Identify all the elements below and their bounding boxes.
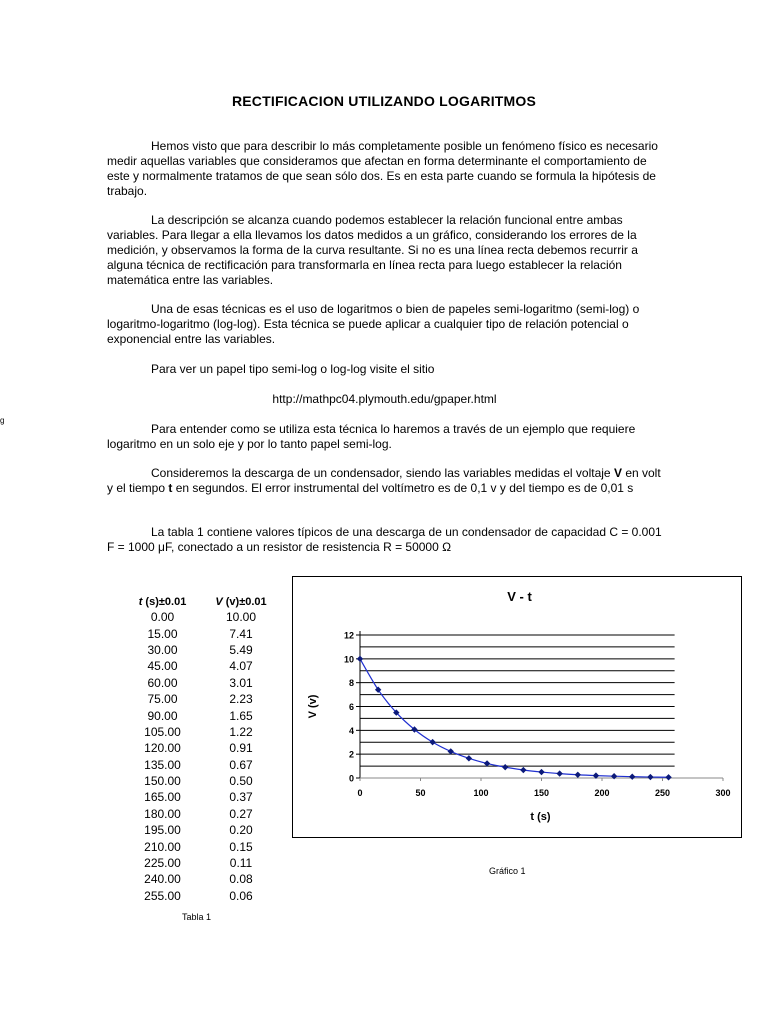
cell-v: 0.50 — [229, 774, 253, 789]
x-tick-label: 0 — [357, 788, 363, 798]
paragraph-6: Consideremos la descarga de un condensador, siendo las variables medidas el voltaje V en volt y el tiempo t en segundos. El error instrumental del voltímetro es de 0,1 v y del tiempo es de 0,01 s — [107, 466, 661, 495]
y-tick-label: 2 — [348, 749, 354, 760]
cell-t: 105.00 — [144, 724, 181, 739]
cell-t: 165.00 — [144, 790, 181, 805]
cell-v: 0.08 — [229, 872, 253, 887]
y-tick-label: 0 — [348, 773, 354, 784]
table-row — [125, 675, 285, 691]
cell-t: 150.00 — [144, 774, 181, 789]
data-point — [502, 764, 508, 770]
cell-t: 75.00 — [147, 692, 178, 707]
cell-v: 1.22 — [229, 724, 253, 739]
data-point — [647, 774, 653, 780]
paragraph-4: Para ver un papel tipo semi-log o log-log visite el sitio — [151, 362, 435, 376]
data-point — [429, 739, 435, 745]
cell-t: 210.00 — [144, 839, 181, 854]
cell-t: 255.00 — [144, 888, 181, 903]
paragraph-3: Una de esas técnicas es el uso de logaritmos o bien de papeles semi-logaritmo (semi-log) o logaritmo-logaritmo (log-log). Esta técnica se puede aplicar a cualquier tipo de relación potencial o exponencial entre las variables. — [107, 302, 640, 346]
x-tick-label: 200 — [594, 788, 610, 798]
cell-v: 0.20 — [229, 823, 253, 838]
cell-v: 5.49 — [229, 642, 253, 657]
cell-v: 0.15 — [229, 839, 253, 854]
x-tick-label: 150 — [533, 788, 550, 798]
chart-title: V - t — [507, 589, 532, 604]
cell-v: 0.06 — [229, 888, 253, 903]
table-row — [125, 707, 285, 723]
v-t-chart — [293, 577, 743, 839]
y-tick-label: 4 — [348, 725, 354, 736]
chart-frame — [292, 576, 742, 838]
paragraph-1: Hemos visto que para describir lo más completamente posible un fenómeno físico es necesario medir aquellas variables que consideramos que afectan en forma determinante el comportamiento de este y normalmente tratamos de que sean sólo dos. Es en esta parte cuando se formula la hipótesis de trabajo. — [107, 139, 658, 198]
cell-v: 10.00 — [225, 610, 257, 625]
table-row — [125, 724, 285, 740]
cell-v: 2.23 — [229, 692, 253, 707]
table-row — [125, 642, 285, 658]
cell-v: 0.27 — [229, 806, 253, 821]
table-caption: Tabla 1 — [182, 912, 212, 922]
data-point — [466, 755, 472, 761]
col-header-v: V (v)±0.01 — [215, 595, 267, 608]
table-row — [125, 855, 285, 871]
data-point — [538, 769, 544, 775]
table-row — [125, 806, 285, 822]
side-mark: g — [0, 416, 5, 425]
data-point — [556, 770, 562, 776]
cell-t: 135.00 — [144, 757, 181, 772]
cell-t: 60.00 — [147, 675, 178, 690]
data-point — [629, 773, 635, 779]
cell-t: 90.00 — [147, 708, 178, 723]
data-point — [575, 772, 581, 778]
cell-t: 0.00 — [150, 610, 175, 625]
data-point — [357, 656, 363, 662]
table-header — [125, 594, 285, 609]
table-row — [125, 888, 285, 904]
cell-v: 0.11 — [229, 856, 253, 871]
table-row — [125, 740, 285, 756]
cell-t: 225.00 — [144, 856, 181, 871]
x-tick-label: 50 — [415, 788, 426, 798]
cell-t: 30.00 — [147, 642, 178, 657]
x-tick-label: 100 — [473, 788, 489, 798]
cell-v: 4.07 — [229, 659, 253, 674]
data-table — [125, 594, 285, 904]
cell-v: 3.01 — [229, 675, 253, 690]
data-point — [665, 774, 671, 780]
x-axis-label: t (s) — [530, 811, 551, 823]
document-title: RECTIFICACION UTILIZANDO LOGARITMOS — [231, 93, 537, 109]
cell-t: 15.00 — [147, 626, 178, 641]
cell-t: 45.00 — [147, 659, 178, 674]
y-axis-label: V (v) — [307, 694, 319, 719]
y-tick-label: 6 — [348, 702, 354, 712]
paragraph-2: La descripción se alcanza cuando podemos establecer la relación funcional entre ambas variables. Para llegar a ella llevamos los datos medidos a un gráfico, considerando los errores de la medición, y observamos la forma de la curva resultante. Si no es una línea recta debemos recurrir a alguna técnica de rectificación para transformarla en línea recta para luego establecer la relación matemática entre las variables. — [107, 213, 638, 287]
cell-t: 240.00 — [144, 872, 181, 887]
y-tick-label: 8 — [348, 678, 354, 689]
data-point — [448, 748, 454, 754]
y-tick-label: 10 — [343, 654, 354, 665]
table-row — [125, 625, 285, 641]
cell-t: 180.00 — [144, 806, 181, 821]
col-header-t: t (s)±0.01 — [138, 595, 187, 608]
data-point — [520, 767, 526, 773]
chart-caption: Gráfico 1 — [489, 866, 526, 876]
url-link[interactable]: http://mathpc04.plymouth.edu/gpaper.html — [272, 392, 497, 406]
cell-t: 120.00 — [144, 741, 181, 756]
cell-t: 195.00 — [144, 823, 181, 838]
x-tick-label: 250 — [654, 788, 671, 798]
table-row — [125, 691, 285, 707]
table-row — [125, 773, 285, 789]
cell-v: 0.67 — [229, 757, 253, 772]
table-row — [125, 658, 285, 674]
table-row — [125, 609, 285, 625]
table-row — [125, 871, 285, 887]
cell-v: 7.41 — [229, 626, 253, 641]
paragraph-5: Para entender como se utiliza esta técnica lo haremos a través de un ejemplo que requiere logaritmo en un solo eje y por lo tanto papel semi-log. — [107, 422, 636, 451]
table-row — [125, 838, 285, 854]
table-row — [125, 757, 285, 773]
table-row — [125, 789, 285, 805]
cell-v: 0.37 — [229, 790, 253, 805]
paragraph-7: La tabla 1 contiene valores típicos de una descarga de un condensador de capacidad C = 0.001 F = 1000 μF, conectado a un resistor de resistencia R = 50000 Ω — [107, 525, 662, 554]
x-tick-label: 300 — [715, 788, 731, 798]
y-tick-label: 12 — [343, 630, 354, 641]
table-body — [125, 609, 285, 904]
table-row — [125, 822, 285, 838]
cell-v: 0.91 — [229, 741, 253, 756]
cell-v: 1.65 — [229, 708, 253, 723]
